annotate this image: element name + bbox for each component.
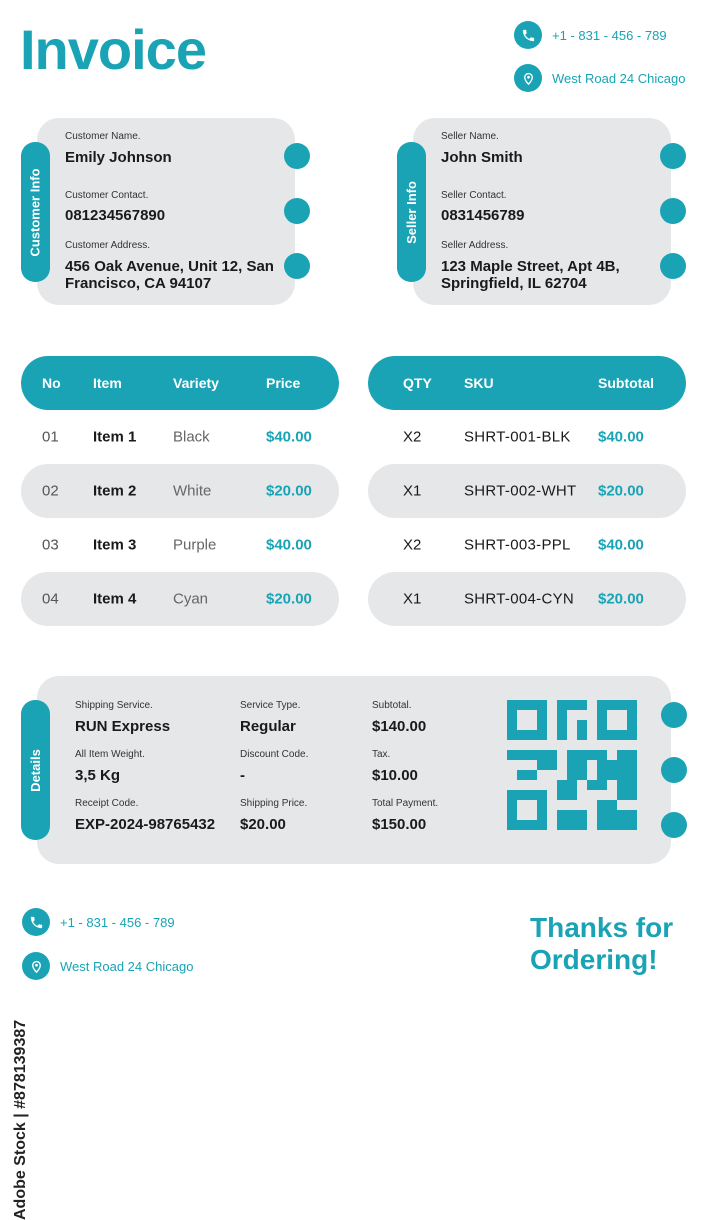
seller-address-label: Seller Address.	[441, 240, 509, 251]
row-price: $20.00	[266, 590, 312, 608]
customer-name-label: Customer Name.	[65, 131, 141, 142]
seller-name: John Smith	[441, 149, 523, 166]
footer-phone-text: +1 - 831 - 456 - 789	[60, 914, 175, 930]
row-sku: SHRT-003-PPL	[464, 536, 571, 554]
table-row	[368, 518, 686, 572]
row-subtotal: $20.00	[598, 482, 644, 500]
row-item: Item 2	[93, 482, 137, 500]
footer-phone	[22, 908, 175, 936]
thanks-line-1: Thanks for	[530, 912, 674, 943]
table-row	[21, 572, 339, 626]
header-address-text: West Road 24 Chicago	[552, 70, 686, 86]
row-no: 03	[42, 536, 59, 554]
location-pin-icon	[514, 64, 542, 92]
subtotal-value: $140.00	[372, 718, 427, 735]
weight-label: All Item Weight.	[75, 749, 145, 760]
tax-label: Tax.	[372, 749, 391, 760]
table-header-left	[21, 356, 339, 410]
row-item: Item 1	[93, 428, 137, 446]
card-notch	[660, 253, 686, 279]
row-qty: X1	[403, 590, 422, 608]
row-sku: SHRT-004-CYN	[464, 590, 575, 608]
header-address	[514, 64, 685, 92]
discount-label: Discount Code.	[240, 749, 309, 760]
row-sku: SHRT-002-WHT	[464, 482, 577, 500]
row-variety: Black	[173, 428, 210, 446]
table-row	[368, 464, 686, 518]
thanks-message	[530, 912, 673, 976]
table-row	[368, 410, 686, 464]
card-notch	[284, 198, 310, 224]
row-sku: SHRT-001-BLK	[464, 428, 571, 446]
card-notch	[660, 143, 686, 169]
table-row	[21, 464, 339, 518]
row-qty: X1	[403, 482, 422, 500]
row-price: $20.00	[266, 482, 312, 500]
card-notch	[660, 198, 686, 224]
card-notch	[284, 143, 310, 169]
total-value: $150.00	[372, 816, 427, 833]
thanks-line-2: Ordering!	[530, 944, 658, 976]
shipping-price: $20.00	[240, 816, 286, 833]
discount-value: -	[240, 767, 245, 784]
phone-icon	[514, 21, 542, 49]
row-price: $40.00	[266, 536, 312, 554]
row-qty: X2	[403, 536, 422, 554]
header-phone-text: +1 - 831 - 456 - 789	[552, 27, 667, 43]
service-type-label: Service Type.	[240, 700, 301, 711]
row-price: $40.00	[266, 428, 312, 446]
customer-name: Emily Johnson	[65, 149, 172, 166]
customer-contact-label: Customer Contact.	[65, 190, 149, 201]
row-subtotal: $40.00	[598, 428, 644, 446]
customer-address-line1: 456 Oak Avenue, Unit 12, San	[65, 258, 274, 275]
customer-address-line2: Francisco, CA 94107	[65, 275, 212, 292]
seller-info-tab: Seller Info	[397, 142, 426, 282]
details-tab: Details	[21, 700, 50, 840]
footer-address-text: West Road 24 Chicago	[60, 958, 194, 974]
weight-value: 3,5 Kg	[75, 767, 121, 784]
seller-address-line1: 123 Maple Street, Apt 4B,	[441, 258, 620, 275]
shipping-service-label: Shipping Service.	[75, 700, 153, 711]
total-label: Total Payment.	[372, 798, 439, 809]
qr-code-icon	[507, 700, 637, 830]
row-no: 01	[42, 428, 59, 446]
row-no: 04	[42, 590, 59, 608]
row-subtotal: $20.00	[598, 590, 644, 608]
header-qty: QTY	[403, 375, 432, 391]
seller-contact-label: Seller Contact.	[441, 190, 507, 201]
row-subtotal: $40.00	[598, 536, 644, 554]
customer-address-label: Customer Address.	[65, 240, 151, 251]
page-title: Invoice	[20, 18, 206, 81]
subtotal-label: Subtotal.	[372, 700, 412, 711]
customer-info-tab: Customer Info	[21, 142, 50, 282]
shipping-service: RUN Express	[75, 718, 171, 735]
seller-contact: 0831456789	[441, 207, 525, 224]
footer-address	[22, 952, 193, 980]
row-variety: White	[173, 482, 212, 500]
table-header-right	[368, 356, 686, 410]
row-qty: X2	[403, 428, 422, 446]
header-phone	[514, 21, 667, 49]
row-item: Item 4	[93, 590, 137, 608]
card-notch	[661, 702, 687, 728]
seller-name-label: Seller Name.	[441, 131, 499, 142]
table-row	[21, 410, 339, 464]
service-type: Regular	[240, 718, 296, 735]
header-no: No	[42, 375, 61, 391]
header-sku: SKU	[464, 375, 494, 391]
header-item: Item	[93, 375, 122, 391]
row-no: 02	[42, 482, 59, 500]
card-notch	[284, 253, 310, 279]
card-notch	[661, 757, 687, 783]
card-notch	[661, 812, 687, 838]
seller-address-line2: Springfield, IL 62704	[441, 275, 587, 292]
receipt-label: Receipt Code.	[75, 798, 139, 809]
stock-watermark: Adobe Stock | #878139387	[12, 1019, 29, 1220]
row-variety: Cyan	[173, 590, 209, 608]
customer-contact: 081234567890	[65, 207, 166, 224]
receipt-code: EXP-2024-98765432	[75, 816, 216, 833]
header-subtotal: Subtotal	[598, 375, 654, 391]
tax-value: $10.00	[372, 767, 418, 784]
table-row	[368, 572, 686, 626]
table-row	[21, 518, 339, 572]
row-item: Item 3	[93, 536, 137, 554]
row-variety: Purple	[173, 536, 217, 554]
header-price: Price	[266, 375, 301, 391]
header-variety: Variety	[173, 375, 219, 391]
shipping-price-label: Shipping Price.	[240, 798, 308, 809]
